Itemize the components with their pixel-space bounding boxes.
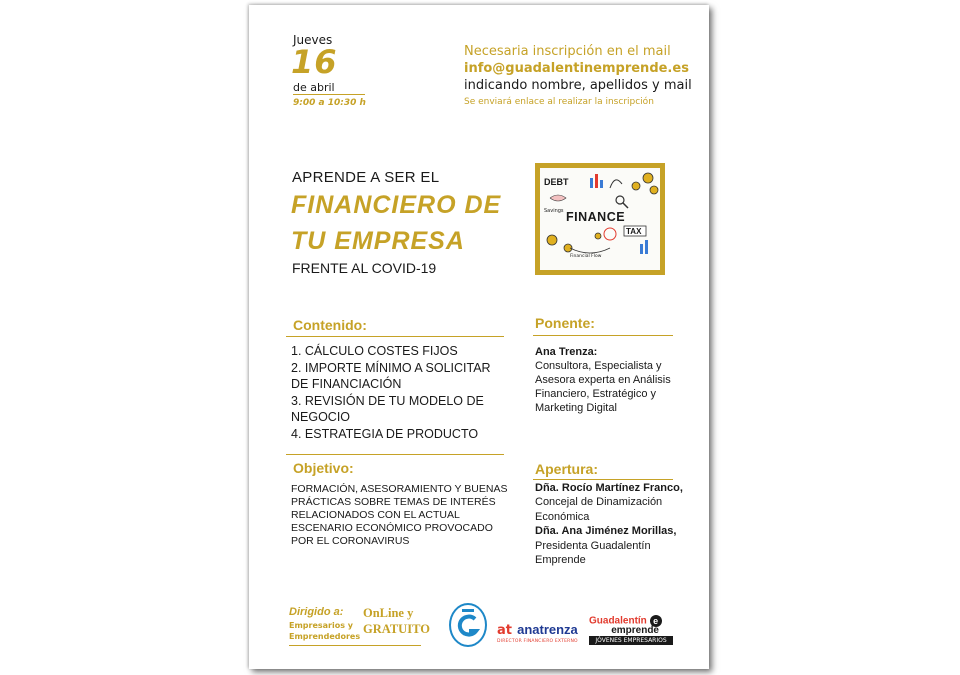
ponente-details: [535, 345, 685, 415]
emprende-word: emprende: [611, 625, 659, 636]
list-item: 1. CÁLCULO COSTES FIJOS: [291, 344, 458, 358]
objetivo-text: FORMACIÓN, ASESORAMIENTO Y BUENAS PRÁCTICAS SOBRE TEMAS DE INTERÉS RELACIONADOS CON EL ACTUAL ESCENARIO ECONÓMICO PROVOCADO POR EL CORONAVIRUS: [291, 483, 508, 547]
event-month: de abril: [293, 81, 335, 94]
event-time: 9:00 a 10:30 h: [293, 98, 366, 108]
dirigido-audience: [289, 620, 360, 642]
ponente-divider: [533, 335, 673, 336]
financial-flow-label: Financial Flow: [570, 254, 602, 259]
g-logo-icon: [451, 605, 485, 645]
e-circle-icon: e: [650, 615, 662, 627]
debt-label: DEBT: [544, 177, 569, 187]
registration-line: Necesaria inscripción en el mail: [464, 44, 671, 59]
online-line: OnLine y: [363, 606, 414, 620]
title-line-4: FRENTE AL COVID-19: [292, 260, 437, 276]
jovenes-empresarios-bar: JÓVENES EMPRESARIOS: [589, 636, 673, 645]
ponente-name: Ana Trenza:: [535, 346, 598, 358]
event-poster: [249, 5, 709, 669]
apertura-heading: Apertura:: [535, 461, 599, 477]
contenido-divider: [286, 336, 504, 337]
guadalentin-emprende-logo: [589, 615, 673, 645]
list-item: 3. REVISIÓN DE TU MODELO DE NEGOCIO: [291, 393, 484, 424]
guadalentin-word: Guadalentín: [589, 615, 647, 627]
ponente-heading: Ponente:: [535, 315, 595, 331]
municipality-logo: [449, 603, 487, 647]
anatrenza-word: anatrenza: [517, 622, 578, 637]
apertura-role-2: Presidenta Guadalentín Emprende: [535, 539, 651, 567]
list-item: 4. ESTRATEGIA DE PRODUCTO: [291, 426, 479, 441]
ponente-description: Consultora, Especialista y Asesora experta en Análisis Financiero, Estratégico y Marketing Digital: [535, 360, 671, 414]
objetivo-heading: Objetivo:: [293, 460, 354, 476]
audience-line: Emprendedores: [289, 632, 361, 641]
list-item: 2. IMPORTE MÍNIMO A SOLICITAR DE FINANCIACIÓN: [291, 360, 491, 391]
registration-instructions: indicando nombre, apellidos y mail: [464, 78, 692, 93]
title-line-2: FINANCIERO DE: [291, 191, 502, 219]
apertura-role-1: Concejal de Dinamización Económica: [535, 496, 663, 523]
tax-label: TAX: [626, 227, 642, 236]
contenido-heading: Contenido:: [293, 317, 367, 333]
dirigido-heading: Dirigido a:: [289, 606, 344, 618]
free-line: GRATUITO: [363, 622, 430, 636]
event-weekday: Jueves: [293, 33, 333, 47]
apertura-name-2: Dña. Ana Jiménez Morillas,: [535, 525, 677, 538]
footer-divider: [289, 645, 421, 646]
finance-illustration: [535, 163, 665, 275]
contenido-list: [291, 343, 511, 442]
anatrenza-subtitle: DIRECTOR FINANCIERO EXTERNO: [497, 639, 578, 644]
apertura-name-1: Dña. Rocío Martínez Franco,: [535, 482, 683, 494]
registration-email[interactable]: info@guadalentinemprende.es: [464, 61, 689, 76]
finance-label: FINANCE: [566, 210, 626, 224]
date-divider: [293, 94, 365, 95]
anatrenza-logo: [497, 619, 578, 644]
audience-line: Empresarios y: [289, 621, 354, 630]
title-line-1: APRENDE A SER EL: [292, 169, 440, 186]
title-line-3: TU EMPRESA: [291, 227, 465, 255]
online-free: [363, 605, 430, 637]
event-day: 16: [291, 43, 338, 81]
savings-label: Savings: [544, 208, 564, 214]
registration-note: Se enviará enlace al realizar la inscripción: [464, 97, 654, 107]
apertura-divider: [533, 479, 673, 480]
apertura-details: [535, 481, 695, 567]
anatrenza-mark: at: [497, 623, 512, 638]
objetivo-divider: [286, 454, 504, 455]
